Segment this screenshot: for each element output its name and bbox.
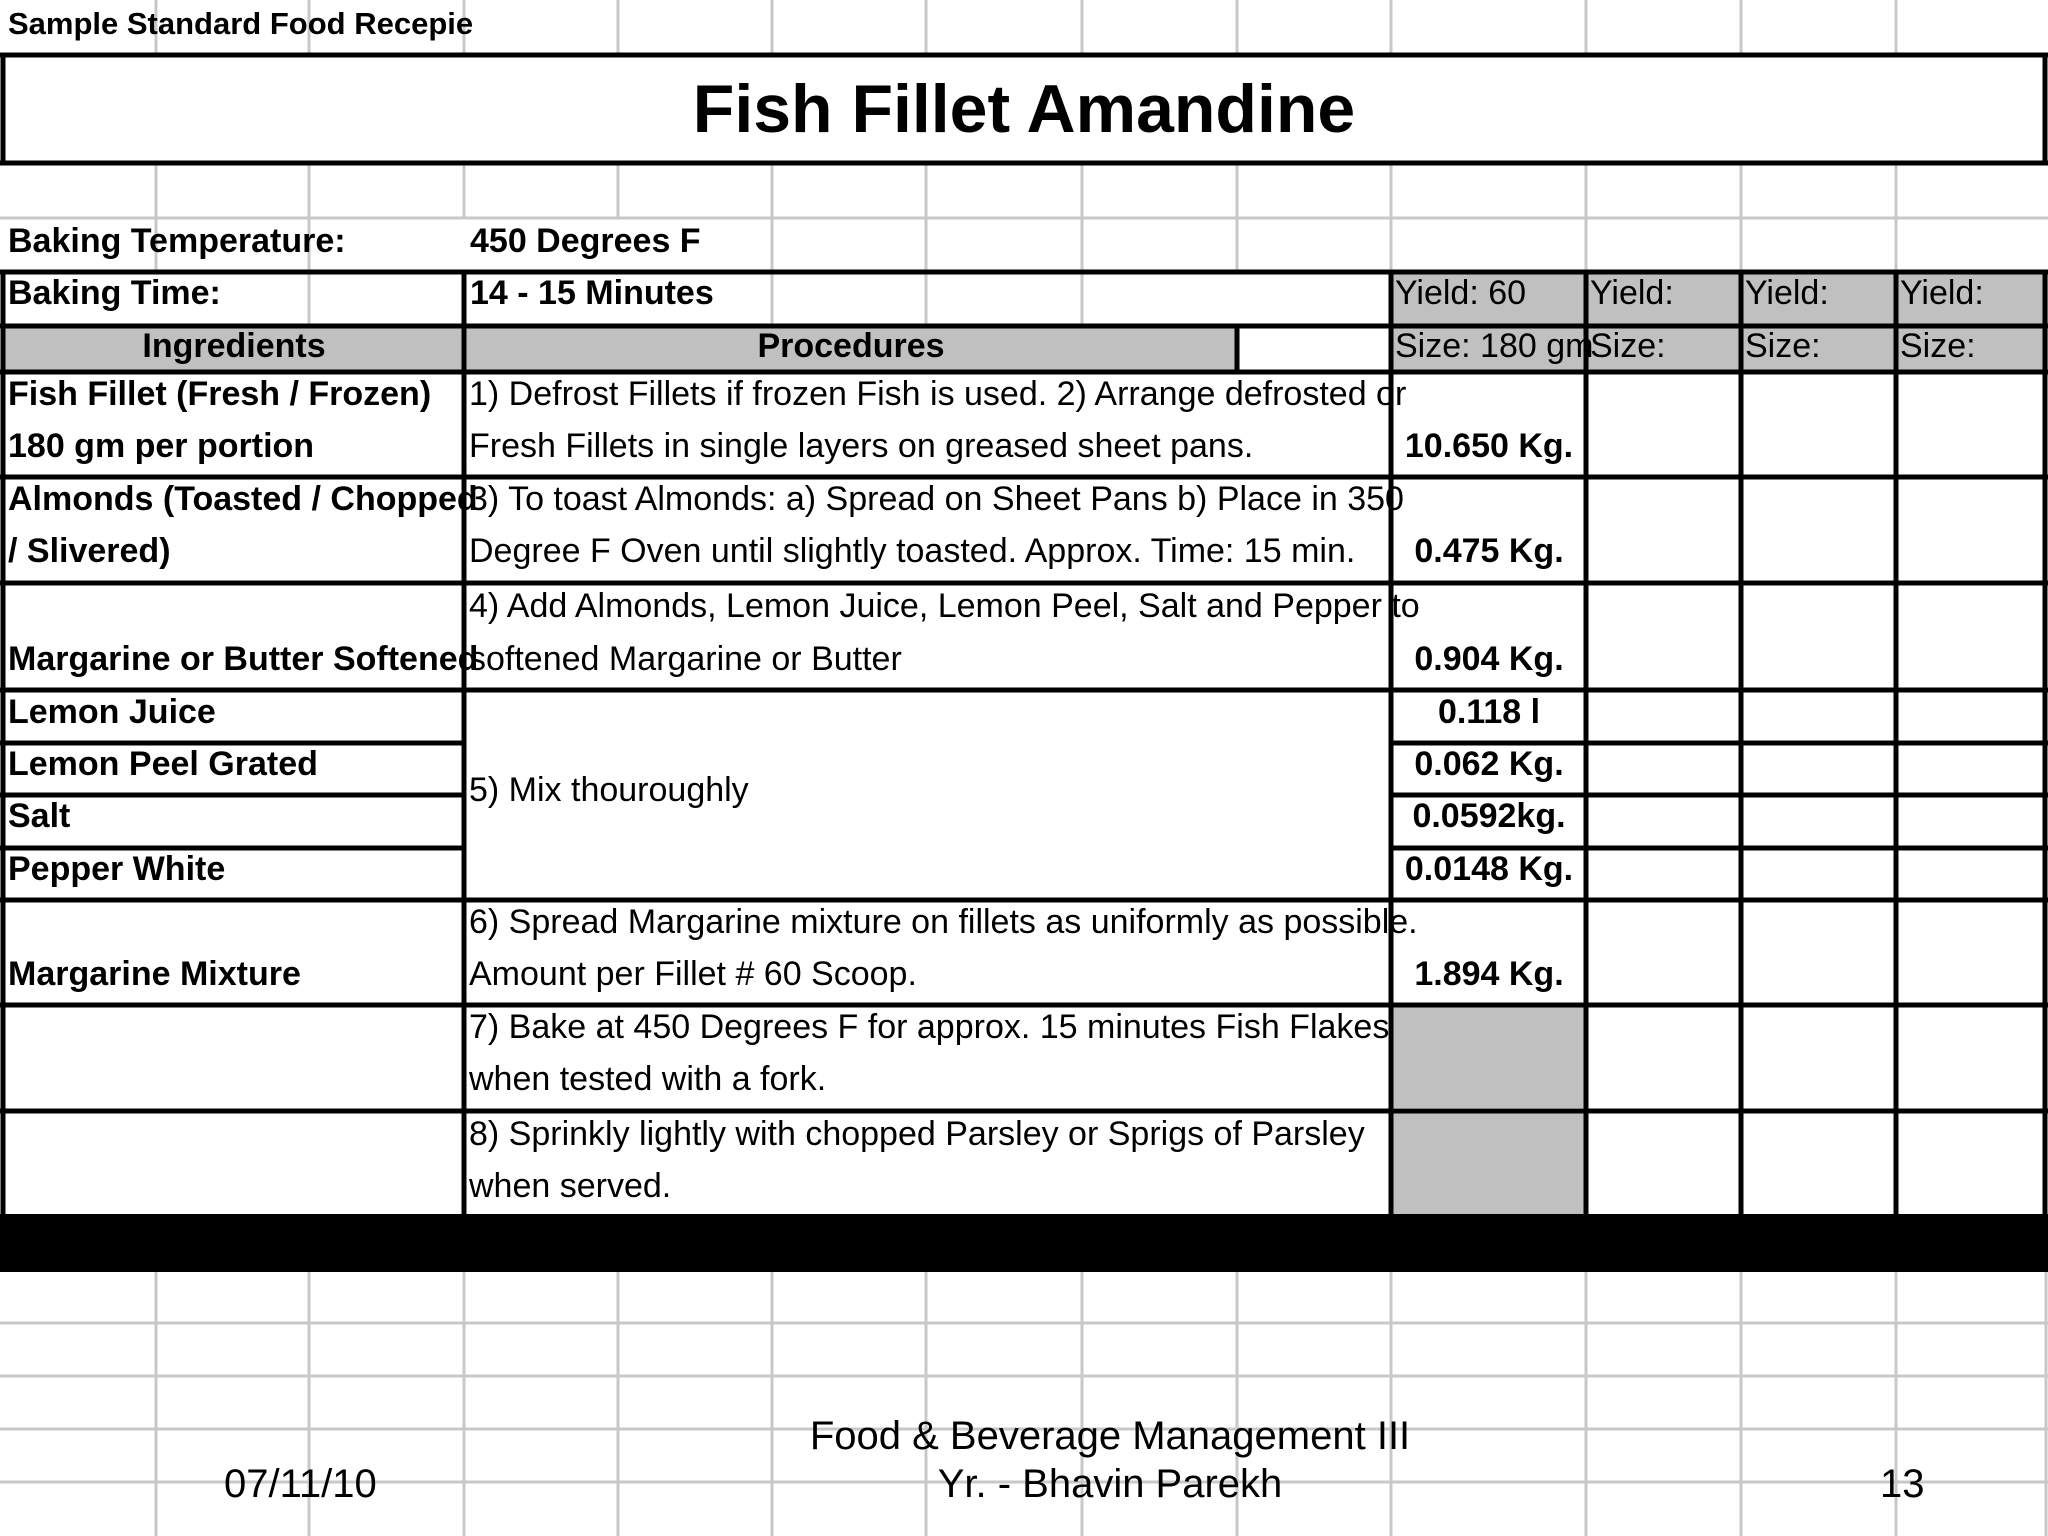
procedure-step-8-line1: 8) Sprinkly lightly with chopped Parsley or Sprigs of Parsley bbox=[469, 1115, 1365, 1153]
procedure-step-4-line2: softened Margarine or Butter bbox=[469, 640, 902, 678]
sheet-title: Sample Standard Food Recepie bbox=[8, 6, 474, 41]
amount-fish-fillet: 10.650 Kg. bbox=[1404, 427, 1574, 465]
ingredient-lemon-juice: Lemon Juice bbox=[8, 693, 216, 731]
amount-margarine: 0.904 Kg. bbox=[1414, 640, 1564, 678]
procedure-step-3-line2: Degree F Oven until slightly toasted. Approx. Time: 15 min. bbox=[469, 532, 1356, 570]
procedures-header: Procedures bbox=[757, 327, 945, 365]
procedure-step-7-line2: when tested with a fork. bbox=[469, 1060, 827, 1098]
footer-course: Food & Beverage Management III bbox=[809, 1414, 1411, 1458]
size-label-col1: Size: 180 gm bbox=[1395, 327, 1594, 365]
ingredient-fish-fillet: Fish Fillet (Fresh / Frozen) bbox=[8, 375, 432, 413]
baking-time-value: 14 - 15 Minutes bbox=[470, 274, 714, 312]
procedure-step-6-line2: Amount per Fillet # 60 Scoop. bbox=[469, 955, 917, 993]
ingredient-lemon-peel: Lemon Peel Grated bbox=[8, 745, 318, 783]
amount-lemon-peel: 0.062 Kg. bbox=[1414, 745, 1564, 783]
procedure-step-3-line1: 3) To toast Almonds: a) Spread on Sheet Pans b) Place in 350 bbox=[469, 480, 1404, 518]
procedure-step-1-line2: Fresh Fillets in single layers on greased sheet pans. bbox=[469, 427, 1254, 465]
yield-label-col4: Yield: bbox=[1900, 274, 1984, 312]
shaded-cell-step8 bbox=[1392, 1111, 1584, 1214]
ingredients-header: Ingredients bbox=[142, 327, 326, 365]
yield-label-col3: Yield: bbox=[1745, 274, 1829, 312]
procedure-step-6-line1: 6) Spread Margarine mixture on fillets as uniformly as possible. bbox=[469, 903, 1418, 941]
yield-label-col2: Yield: bbox=[1590, 274, 1674, 312]
procedure-step-7-line1: 7) Bake at 450 Degrees F for approx. 15 minutes Fish Flakes bbox=[469, 1008, 1390, 1046]
baking-temperature-label: Baking Temperature: bbox=[8, 222, 346, 260]
separator-band bbox=[0, 1214, 2048, 1272]
amount-lemon-juice: 0.118 l bbox=[1437, 693, 1541, 731]
footer-page-number: 13 bbox=[1880, 1462, 1925, 1506]
size-label-col3: Size: bbox=[1745, 327, 1821, 365]
baking-time-label: Baking Time: bbox=[8, 274, 221, 312]
procedure-step-8-line2: when served. bbox=[469, 1167, 672, 1205]
ingredient-margarine-mixture: Margarine Mixture bbox=[8, 955, 301, 993]
procedure-step-5: 5) Mix thouroughly bbox=[469, 771, 749, 809]
shaded-cell-step7 bbox=[1392, 1005, 1584, 1108]
ingredient-margarine: Margarine or Butter Softened bbox=[8, 640, 479, 678]
ingredient-almonds-cont: / Slivered) bbox=[8, 532, 171, 570]
footer-author: Yr. - Bhavin Parekh bbox=[937, 1462, 1283, 1506]
amount-margarine-mixture: 1.894 Kg. bbox=[1414, 955, 1564, 993]
ingredient-salt: Salt bbox=[8, 797, 71, 835]
recipe-title: Fish Fillet Amandine bbox=[692, 71, 1356, 147]
procedure-step-4-line1: 4) Add Almonds, Lemon Juice, Lemon Peel, Salt and Pepper to bbox=[469, 587, 1420, 625]
size-label-col2: Size: bbox=[1590, 327, 1666, 365]
footer-date: 07/11/10 bbox=[224, 1462, 377, 1506]
amount-pepper-white: 0.0148 Kg. bbox=[1404, 850, 1574, 888]
size-label-col4: Size: bbox=[1900, 327, 1976, 365]
ingredient-fish-fillet-portion: 180 gm per portion bbox=[8, 427, 315, 465]
amount-almonds: 0.475 Kg. bbox=[1414, 532, 1564, 570]
yield-label-col1: Yield: 60 bbox=[1395, 274, 1527, 312]
baking-temperature-value: 450 Degrees F bbox=[470, 222, 701, 260]
procedure-step-1-line1: 1) Defrost Fillets if frozen Fish is used. 2) Arrange defrosted or bbox=[469, 375, 1407, 413]
ingredient-almonds: Almonds (Toasted / Chopped bbox=[8, 480, 478, 518]
amount-salt: 0.0592kg. bbox=[1412, 797, 1566, 835]
ingredient-pepper-white: Pepper White bbox=[8, 850, 226, 888]
